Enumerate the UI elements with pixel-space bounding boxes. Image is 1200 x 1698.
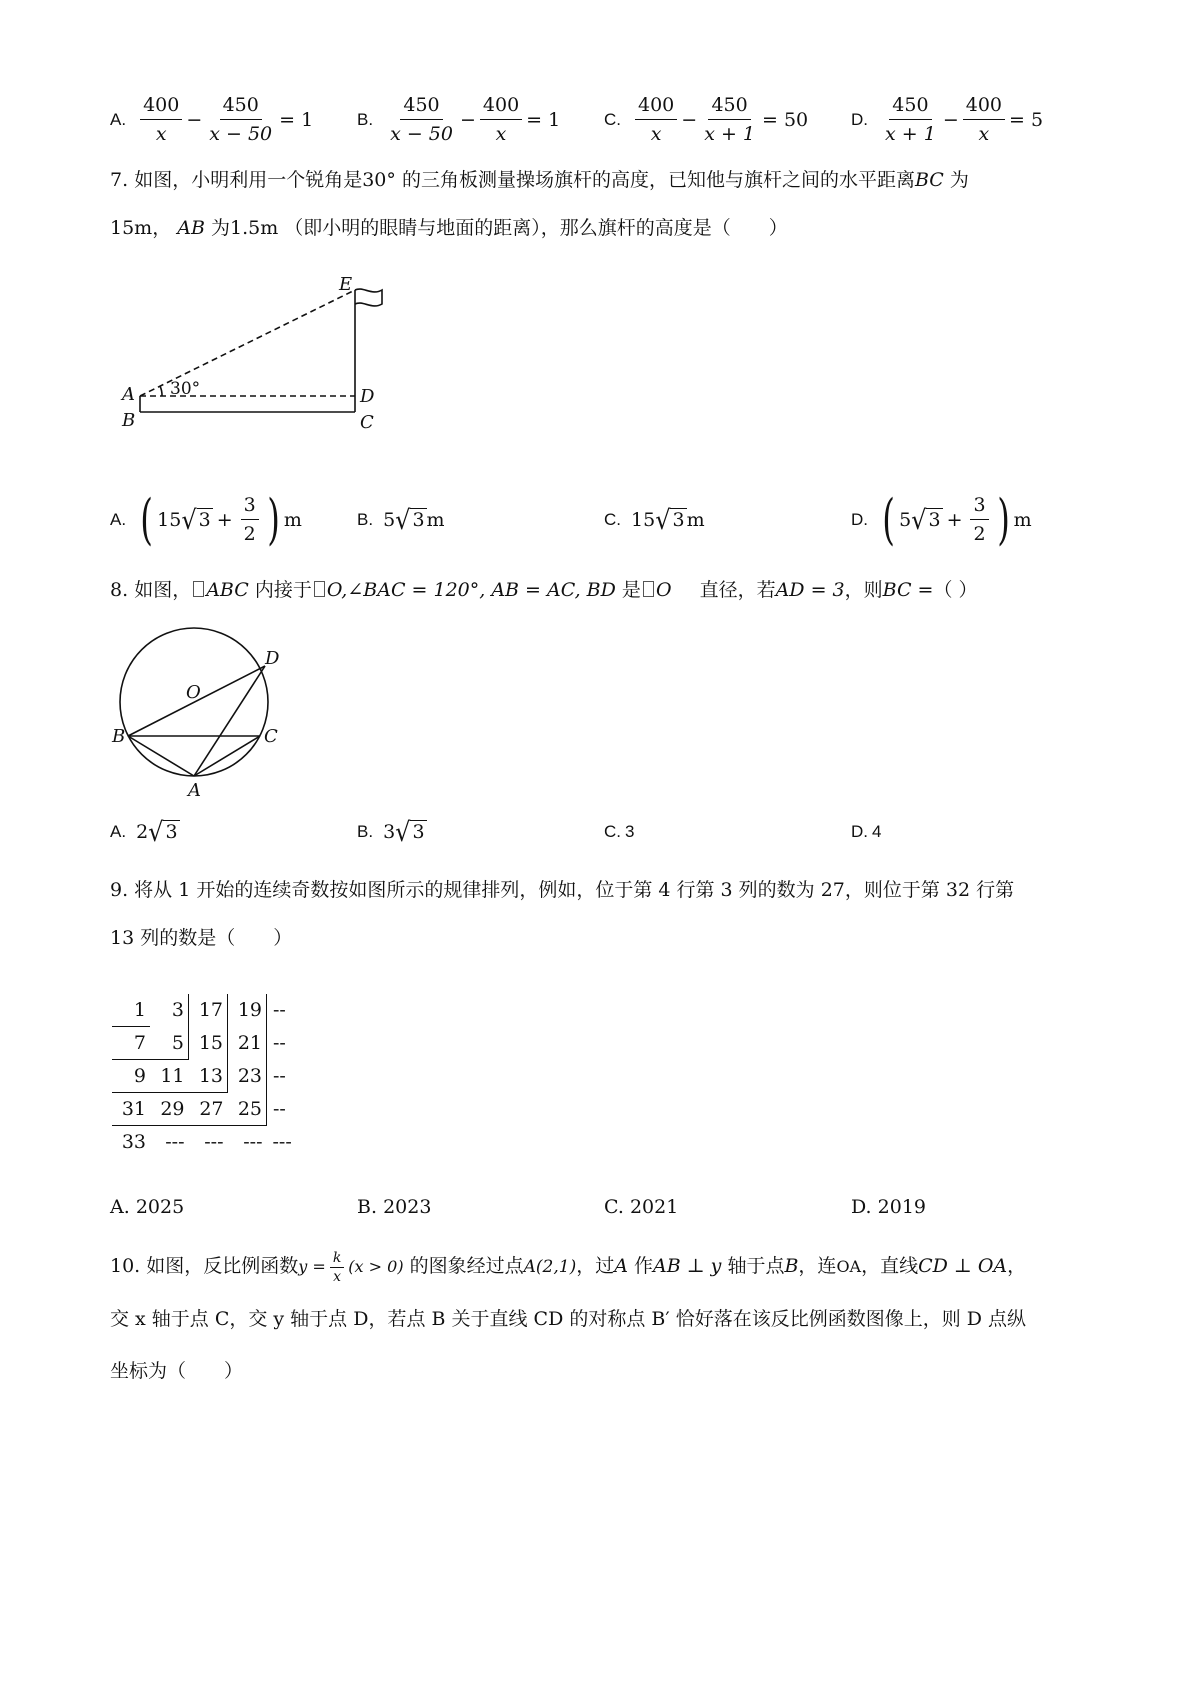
coefficient: 3 [383,820,396,843]
numerator: 400 [635,92,677,120]
q7-seg-ab: AB [177,217,205,239]
fraction [970,492,988,547]
fraction [330,1250,344,1285]
denominator: x [495,123,507,145]
q9-option-c[interactable] [604,1196,678,1218]
numerator: 400 [480,92,522,120]
q8-text-5: 是 [621,579,641,601]
q7-dist: 15m [110,217,153,239]
q8-text-2: ABC [206,579,249,601]
radical-sign: √ [395,816,411,848]
q8-text-4: O,∠BAC = 120°, AB = AC, BD [326,579,616,601]
question-number: 8. [110,579,129,601]
option-label: C. [604,822,621,841]
sqrt [181,504,212,536]
operator: − [186,108,203,131]
q8-option-b[interactable] [357,816,427,848]
grid-cell: 9 [112,1060,150,1093]
grid-cell: -- [273,999,286,1022]
label-o: O [186,682,201,703]
rhs: = 50 [762,108,809,131]
q8-stem [110,566,1110,614]
q8-text-8: AD = 3 [775,579,845,601]
q6-option-b[interactable] [357,92,560,147]
q8-figure [110,620,300,800]
fraction [882,92,939,147]
q8-text-6: O [655,579,672,601]
denominator: x − 50 [390,123,453,145]
circle-symbol-icon [643,581,654,597]
unit: m [426,508,445,531]
q7-text-e: （即小明的眼睛与地面的距离），那么旗杆的高度是（ ） [284,217,788,239]
fraction [701,92,758,147]
grid-cell: -- [273,1098,286,1120]
numerator: 3 [241,492,259,520]
radicand: 3 [412,821,425,843]
coefficient: 15 [157,508,182,531]
q6-option-c[interactable] [604,92,808,147]
sqrt [395,816,426,848]
grid-cell: --- [204,1131,224,1153]
q7-angle: 30° [362,169,396,191]
grid-cell: 27 [189,1093,228,1126]
numerator: k [330,1250,344,1268]
q7-option-a[interactable] [110,487,302,551]
option-label: C. [604,1196,624,1218]
sqrt [395,504,426,536]
numerator: 400 [963,92,1005,120]
radicand: 3 [672,509,685,531]
q8-text-9: ，则 [844,579,883,601]
denominator: 2 [973,523,986,545]
label-b: B [112,726,126,747]
radicand: 3 [198,509,211,531]
label-c: C [264,726,278,747]
numerator: 450 [220,92,262,120]
option-text: 2021 [629,1196,679,1218]
q7-option-b[interactable] [357,504,445,536]
label-a: A [122,384,135,405]
q10-point-a: A(2,1) [523,1257,577,1277]
left-paren: ( [140,487,153,551]
q10-text-1: 如图，反比例函数 [146,1255,299,1277]
numerator: 450 [708,92,750,120]
numerator: 400 [140,92,182,120]
grid-cell: 5 [150,1027,189,1060]
radical-sign: √ [395,504,411,536]
sqrt [148,816,179,848]
grid-cell: 17 [189,994,228,1027]
operator: − [681,108,698,131]
fraction [387,92,456,147]
grid-row [112,1126,311,1159]
option-text: 2023 [383,1196,432,1218]
q10-text-2: 的图象经过点 [409,1255,524,1277]
q8-option-d[interactable] [851,822,881,842]
q9-line-2: 13 列的数是（ ） [110,927,293,949]
q7-option-d[interactable] [851,487,1032,551]
option-label: B. [357,821,374,841]
q10-oa: OA [836,1257,862,1276]
grid-row [112,994,311,1027]
option-label: B. [357,509,374,529]
fraction [480,92,522,147]
q7-height: 1.5m [230,217,279,239]
denominator: x [650,123,662,145]
option-label: D. [851,1196,872,1218]
q8-text-1: 如图， [134,579,192,601]
sqrt [655,504,686,536]
option-label: D. [851,509,868,529]
operator: − [459,108,476,131]
q10-text-4: 作 [634,1255,654,1277]
q10-condition: (x > 0) [348,1257,404,1276]
q7-figure [110,270,400,450]
option-label: A. [110,821,127,841]
q6-option-a[interactable] [110,92,313,147]
q10-ab: AB ⊥ y [653,1255,722,1277]
label-d: D [360,386,375,407]
circle-symbol-icon [314,581,325,597]
chord-ad [194,666,265,776]
radical-sign: √ [181,504,197,536]
grid-cell: 7 [112,1027,150,1060]
option-label: B. [357,1196,378,1218]
sqrt [911,504,942,536]
fraction [635,92,677,147]
unit: m [686,508,705,531]
radicand: 3 [928,509,941,531]
q7-text-b: 的三角板测量操场旗杆的高度，已知他与旗杆之间的水平距离 [401,169,915,191]
q7-option-c[interactable] [604,504,705,536]
option-text: 2025 [135,1196,185,1218]
numerator: 450 [400,92,442,120]
q8-text-11: （ ） [933,579,978,601]
option-text: 4 [872,822,882,841]
denominator: x + 1 [885,123,936,145]
label-b: B [122,410,136,431]
grid-cell: 13 [189,1060,228,1093]
chord-ab [128,736,194,776]
label-a: A [188,780,201,800]
q10-text-8: ， [1007,1255,1027,1277]
grid-cell: 19 [228,994,267,1027]
q10-b: B [784,1255,799,1277]
q10-text-6: ，连 [798,1255,837,1277]
q7-seg-bc: BC [914,169,944,191]
grid-cell: --- [165,1131,185,1153]
right-paren: ) [266,487,280,551]
label-d: D [265,648,280,669]
denominator: x − 50 [209,123,273,145]
q8-option-a[interactable] [110,816,180,848]
grid-cell: 3 [150,994,189,1027]
grid-cell: 1 [112,994,150,1027]
radical-sign: √ [655,504,671,536]
numerator: 3 [970,492,988,520]
grid-cell: 25 [228,1093,267,1126]
q6-option-d[interactable] [851,92,1043,147]
q10-text-7: ，直线 [861,1255,919,1277]
fraction [241,492,259,547]
option-label: B. [357,109,374,129]
q8-text-3: 内接于 [254,579,312,601]
option-label: A. [110,109,127,129]
plus: + [216,508,233,531]
grid-cell: 11 [150,1060,189,1093]
grid-row [112,1027,311,1060]
grid-cell: 15 [189,1027,228,1060]
rhs: = 5 [1009,108,1044,131]
label-e: E [339,274,353,295]
q10-a: A [614,1255,628,1277]
q9-option-b[interactable] [357,1196,431,1218]
q8-option-c[interactable] [604,822,634,842]
option-text: 2019 [877,1196,927,1218]
unit: m [1013,508,1032,531]
q7-text-a: 如图，小明利用一个锐角是 [134,169,363,191]
rhs: = 1 [279,108,314,131]
option-label: A. [110,1196,130,1218]
q8-text-10: BC = [882,579,934,601]
option-label: D. [851,109,868,129]
q9-option-d[interactable] [851,1196,926,1218]
label-c: C [360,412,374,433]
q10-stem [110,1240,1110,1397]
fraction [206,92,275,147]
q8-text-7: 直径，若 [699,579,776,601]
q10-text-3: ，过 [576,1255,615,1277]
q10-line-2: 交 x 轴于点 C，交 y 轴于点 D，若点 B 关于直线 CD 的对称点 B′ 恰好落在该反比例函数图像上，则 D 点纵 [110,1308,1027,1330]
coefficient: 15 [631,508,656,531]
grid-row [112,1060,311,1093]
flag [355,289,382,306]
coefficient: 5 [899,508,912,531]
plus: + [946,508,963,531]
option-label: C. [604,109,621,129]
rhs: = 1 [526,108,561,131]
label-angle: 30° [170,379,201,399]
right-paren: ) [996,487,1010,551]
odd-number-grid [112,994,311,1158]
grid-cell: -- [273,1032,286,1054]
angle-arc [160,386,162,396]
coefficient: 2 [136,820,149,843]
radical-sign: √ [148,816,164,848]
grid-cell: 29 [150,1093,189,1126]
left-paren: ( [882,487,895,551]
triangle-symbol-icon [193,581,204,597]
radicand: 3 [165,821,178,843]
q9-stem [110,866,1110,962]
grid-cell: 23 [228,1060,267,1093]
question-number: 10. [110,1255,141,1277]
grid-table [112,994,311,1158]
grid-cell: -- [273,1065,286,1087]
coefficient: 5 [383,508,396,531]
denominator: x [333,1268,341,1285]
q7-sep: ， [152,217,172,239]
fraction [140,92,182,147]
grid-cell: --- [272,1130,292,1153]
grid-cell: 21 [228,1027,267,1060]
q7-stem [110,156,1110,252]
unit: m [283,508,302,531]
operator: − [942,108,959,131]
option-text: 3 [625,822,635,841]
q7-text-d: 为 [211,217,231,239]
denominator: x [978,123,990,145]
grid-cell: --- [243,1131,263,1153]
grid-cell: 33 [121,1131,146,1153]
q10-text-5: 轴于点 [727,1255,785,1277]
q7-text-c: 为 [949,169,969,191]
radical-sign: √ [911,504,927,536]
denominator: x [155,123,167,145]
radicand: 3 [412,509,425,531]
fraction [963,92,1005,147]
denominator: x + 1 [704,123,755,145]
denominator: 2 [243,523,256,545]
question-number: 7. [110,169,129,191]
q9-line-1: 9. 将从 1 开始的连续奇数按如图所示的规律排列，例如，位于第 4 行第 3 列的数为 27，则位于第 32 行第 [110,879,1015,901]
numerator: 450 [889,92,931,120]
grid-cell: 31 [112,1093,150,1126]
q10-line-3: 坐标为（ ） [110,1360,244,1382]
chord-ac [194,736,260,776]
q10-cd: CD ⊥ OA [918,1255,1008,1277]
q10-y: y = [298,1257,326,1276]
grid-row [112,1093,311,1126]
option-label: C. [604,509,621,529]
option-label: D. [851,822,868,841]
option-label: A. [110,509,127,529]
q9-option-a[interactable] [110,1196,184,1218]
